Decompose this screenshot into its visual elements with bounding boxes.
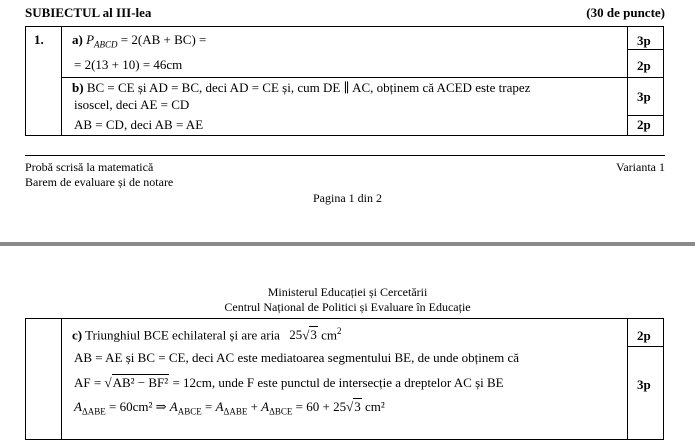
area-eq-1: = 60cm² ⇒ [105,399,170,414]
part-a-line-2: = 2(13 + 10) = 46cm [74,57,183,72]
part-c-area-radicand: 3 [310,327,317,343]
part-b-line-2: isoscel, deci AE = CD [74,97,190,112]
sqrt-icon: √ [346,399,354,414]
page-separator [0,242,695,246]
part-c-area-value: 25 [289,327,303,343]
part-a-points-2: 2p [637,58,651,73]
part-a-perimeter-symbol: P [86,32,95,47]
part-c-af-result: = 12cm, unde F este punctul de intersecție a dreptelor AC și BE [172,375,504,390]
footer-variant: Varianta 1 [616,160,665,174]
part-b-line-3: AB = CD, deci AB = AE [74,117,204,132]
part-c-line-4 [74,399,385,417]
part-c-area-exponent: 2 [337,326,342,336]
section-title: SUBIECTUL al III-lea [25,5,152,20]
part-c-line-1 [72,326,342,343]
area-radicand: 3 [354,399,361,414]
area-eq-2: = [201,399,216,414]
area-subscript-3: ΔABE [223,406,248,417]
area-unit: cm² [361,399,385,414]
area-plus: + [247,399,262,414]
footer-exam-name: Probă scrisă la matematică [25,160,154,174]
area-subscript-2: ABCE [177,406,202,417]
part-c-af-radicand: AB² − BF² [112,375,169,390]
part-c-line-2: AB = AE și BC = CE, deci AC este mediatoarea segmentului BE, de unde obținem că [74,350,520,365]
area-subscript-4: ΔBCE [269,406,293,417]
part-a-label: a) [72,32,83,47]
part-b-label: b) [72,80,84,95]
part-b-points-2: 2p [637,117,651,132]
part-b-line-1 [72,80,632,96]
part-a-perimeter-subscript: ABCD [94,39,118,50]
footer-divider [25,155,665,156]
area-subscript-1: ΔABE [81,406,106,417]
part-b-points-1: 3p [637,89,651,104]
part-a-line-1 [72,32,206,50]
area-symbol-4: A [261,399,270,414]
section-points: (30 de puncte) [586,5,665,20]
area-symbol-1: A [74,399,82,414]
sqrt-icon: √ [104,375,112,390]
page-number: Pagina 1 din 2 [313,191,382,205]
footer-grading-name: Barem de evaluare și de notare [25,175,174,189]
part-a-points-1: 3p [637,33,651,48]
sqrt-icon: √ [302,327,310,343]
part-c-points-2: 3p [637,377,651,392]
area-symbol-3: A [215,399,224,414]
part-c-text-1: Triunghiul BCE echilateral și are aria [85,327,280,343]
part-c-line-3 [74,375,504,391]
area-eq-3: = 60 + 25 [292,399,347,414]
part-b-text-1: BC = CE și AD = BC, deci AD = CE și, cum DE ∥ AC, obținem că ACED este trapez [86,80,531,95]
part-c-area-unit: cm [321,327,337,343]
center-name: Centrul Național de Politici și Evaluare în Educație [224,300,471,314]
area-symbol-2: A [169,399,178,414]
item-number: 1. [34,32,44,47]
part-c-af-label: AF = [74,375,102,390]
part-c-points-1: 2p [637,328,651,343]
part-a-formula: = 2(AB + BC) = [117,32,207,47]
ministry-name: Ministerul Educației și Cercetării [267,285,428,299]
part-c-label: c) [72,327,83,343]
